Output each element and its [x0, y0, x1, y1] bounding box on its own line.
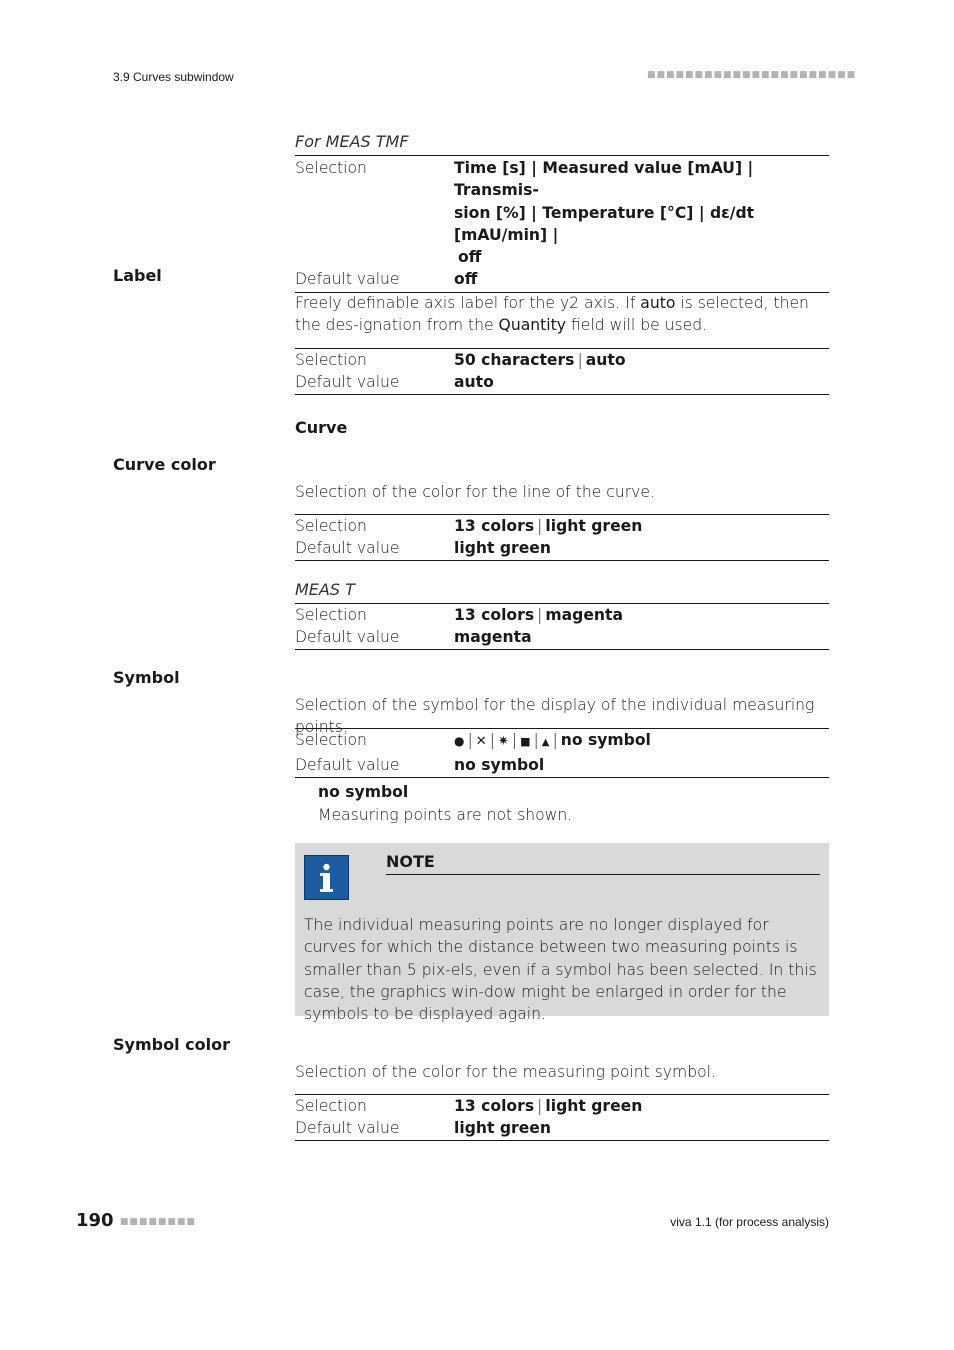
- option: light green: [545, 517, 643, 535]
- footer-dots: ■■■■■■■■: [119, 1217, 196, 1227]
- table-row: [295, 537, 829, 559]
- selection-value: [454, 157, 829, 268]
- default-label: Default value: [295, 1119, 400, 1138]
- label-heading: Label: [113, 266, 162, 285]
- default-value: light green: [454, 1119, 551, 1138]
- table-row: [295, 754, 829, 776]
- selection-label: Selection: [295, 159, 367, 177]
- selection-value: [454, 515, 829, 537]
- table-row: [295, 515, 829, 537]
- table-row: [295, 1095, 829, 1117]
- default-label: Default value: [295, 270, 400, 289]
- symbol-color-description: Selection of the color for the measuring point symbol.: [295, 1063, 716, 1081]
- selection-value: [454, 349, 829, 371]
- text: is selected, then the des-ignation from the: [295, 294, 809, 335]
- selection-label: Selection: [295, 606, 367, 624]
- page-number-wrap: [76, 1210, 196, 1231]
- selection-value: [454, 729, 829, 754]
- selection-value: [454, 604, 829, 626]
- option: 13 colors: [454, 606, 535, 624]
- header-dots: ■■■■■■■■■■■■■■■■■■■■■■: [647, 70, 857, 80]
- text: Freely definable axis label for the y2 axis. If: [295, 294, 641, 312]
- meas-t-table: [295, 603, 829, 650]
- bold-term: auto: [640, 294, 676, 312]
- table-row: [295, 729, 829, 754]
- option: auto: [585, 351, 626, 369]
- selection-line: Time [s] | Measured value [mAU] | Transmis-: [454, 159, 754, 200]
- meas-tmf-table: [295, 155, 829, 293]
- bold-term: Quantity: [498, 316, 566, 335]
- separator: |: [467, 731, 473, 749]
- table-row: [295, 1117, 829, 1139]
- option: light green: [545, 1097, 643, 1115]
- symbol-color-heading: Symbol color: [113, 1035, 230, 1054]
- text: field will be used.: [565, 316, 708, 335]
- symbol-description: Selection of the symbol for the display of the individual measuring points.: [295, 696, 815, 737]
- option: no symbol: [560, 731, 651, 749]
- label-table: [295, 348, 829, 395]
- selection-line: off: [458, 248, 482, 267]
- table-row: [295, 371, 829, 393]
- option: 13 colors: [454, 517, 535, 535]
- symbol-heading: Symbol: [113, 668, 180, 687]
- product-name: viva 1.1 (for process analysis): [670, 1215, 829, 1229]
- default-value: auto: [454, 373, 494, 392]
- triangle-symbol-icon: ▲: [541, 737, 550, 748]
- default-label: Default value: [295, 539, 400, 558]
- default-value: light green: [454, 539, 551, 558]
- default-label: Default value: [295, 373, 400, 392]
- symbol-color-table: [295, 1094, 829, 1141]
- selection-label: Selection: [295, 351, 367, 369]
- table-row: [295, 157, 829, 268]
- default-value: magenta: [454, 628, 532, 647]
- selection-label: Selection: [295, 731, 367, 749]
- separator: |: [511, 731, 518, 749]
- table-row: [295, 349, 829, 371]
- info-icon: [304, 855, 349, 900]
- curve-heading: Curve: [295, 418, 348, 437]
- selection-value: [454, 1095, 829, 1117]
- note-title: NOTE: [386, 852, 820, 875]
- meas-t-subheading: MEAS T: [295, 580, 355, 599]
- table-row: [295, 268, 829, 290]
- separator: |: [552, 731, 558, 749]
- square-symbol-icon: ■: [520, 735, 531, 748]
- label-description: [295, 292, 830, 337]
- separator: |: [577, 351, 583, 369]
- table-row: [295, 604, 829, 626]
- curve-color-heading: Curve color: [113, 455, 216, 474]
- curve-color-description: Selection of the color for the line of the curve.: [295, 483, 655, 501]
- running-header: 3.9 Curves subwindow: [113, 70, 234, 84]
- note-body: The individual measuring points are no longer displayed for curves for which the distance between two measuring points is smaller than 5 pix-els, even if a symbol has been selected. In this case, the graphics win-dow might be enlarged in order for the symbols to be displayed again.: [304, 916, 817, 1024]
- separator: |: [533, 731, 539, 749]
- option: 50 characters: [454, 351, 575, 369]
- separator: |: [537, 606, 543, 624]
- note-box: [295, 843, 829, 1024]
- option: 13 colors: [454, 1097, 535, 1115]
- option: magenta: [545, 606, 623, 624]
- dot-symbol-icon: ●: [454, 734, 465, 748]
- selection-line: sion [%] | Temperature [°C] | dε/dt [mAU/min] |: [454, 203, 755, 244]
- star-symbol-icon: ✷: [497, 734, 509, 749]
- default-label: Default value: [295, 756, 400, 775]
- table-row: [295, 626, 829, 648]
- selection-label: Selection: [295, 1097, 367, 1115]
- info-icon-glyph: [305, 856, 348, 899]
- default-label: Default value: [295, 628, 400, 647]
- separator: |: [489, 731, 495, 749]
- page-number: 190: [76, 1210, 114, 1231]
- default-value: no symbol: [454, 756, 545, 775]
- default-value: off: [454, 270, 478, 289]
- symbol-term: no symbol: [318, 783, 409, 801]
- cross-symbol-icon: ✕: [475, 734, 487, 749]
- meas-tmf-subheading: For MEAS TMF: [295, 132, 409, 151]
- symbol-term-description: Measuring points are not shown.: [318, 806, 573, 824]
- separator: |: [537, 517, 543, 535]
- symbol-table: [295, 728, 829, 778]
- separator: |: [537, 1097, 543, 1115]
- selection-label: Selection: [295, 517, 367, 535]
- curve-color-table: [295, 514, 829, 561]
